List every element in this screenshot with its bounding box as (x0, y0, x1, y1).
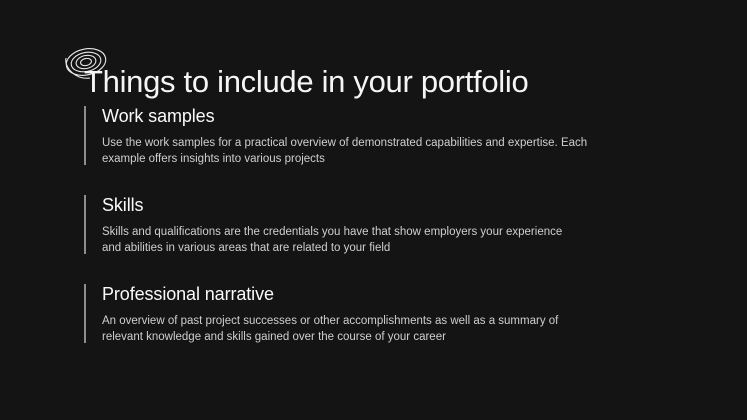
section-heading: Skills (102, 195, 144, 215)
section-heading: Professional narrative (102, 284, 274, 304)
section-body: Use the work samples for a practical overview of demonstrated capabilities and expertise. Each example offers insights into various projects (102, 137, 588, 165)
section-accent-rule (84, 106, 86, 165)
section-body: Skills and qualifications are the credentials you have that show employers your experience and abilities in various areas that are related to your field (102, 226, 563, 254)
section-body: An overview of past project successes or other accomplishments as well as a summary of relevant knowledge and skills gained over the course of your career (102, 315, 559, 343)
section-accent-rule (84, 284, 86, 343)
page-title: Things to include in your portfolio (84, 63, 529, 99)
section-work-samples (84, 104, 664, 167)
section-skills (84, 193, 664, 256)
sections-list (84, 104, 664, 345)
section-accent-rule (84, 195, 86, 254)
section-heading: Work samples (102, 106, 215, 126)
section-professional-narrative (84, 282, 664, 345)
